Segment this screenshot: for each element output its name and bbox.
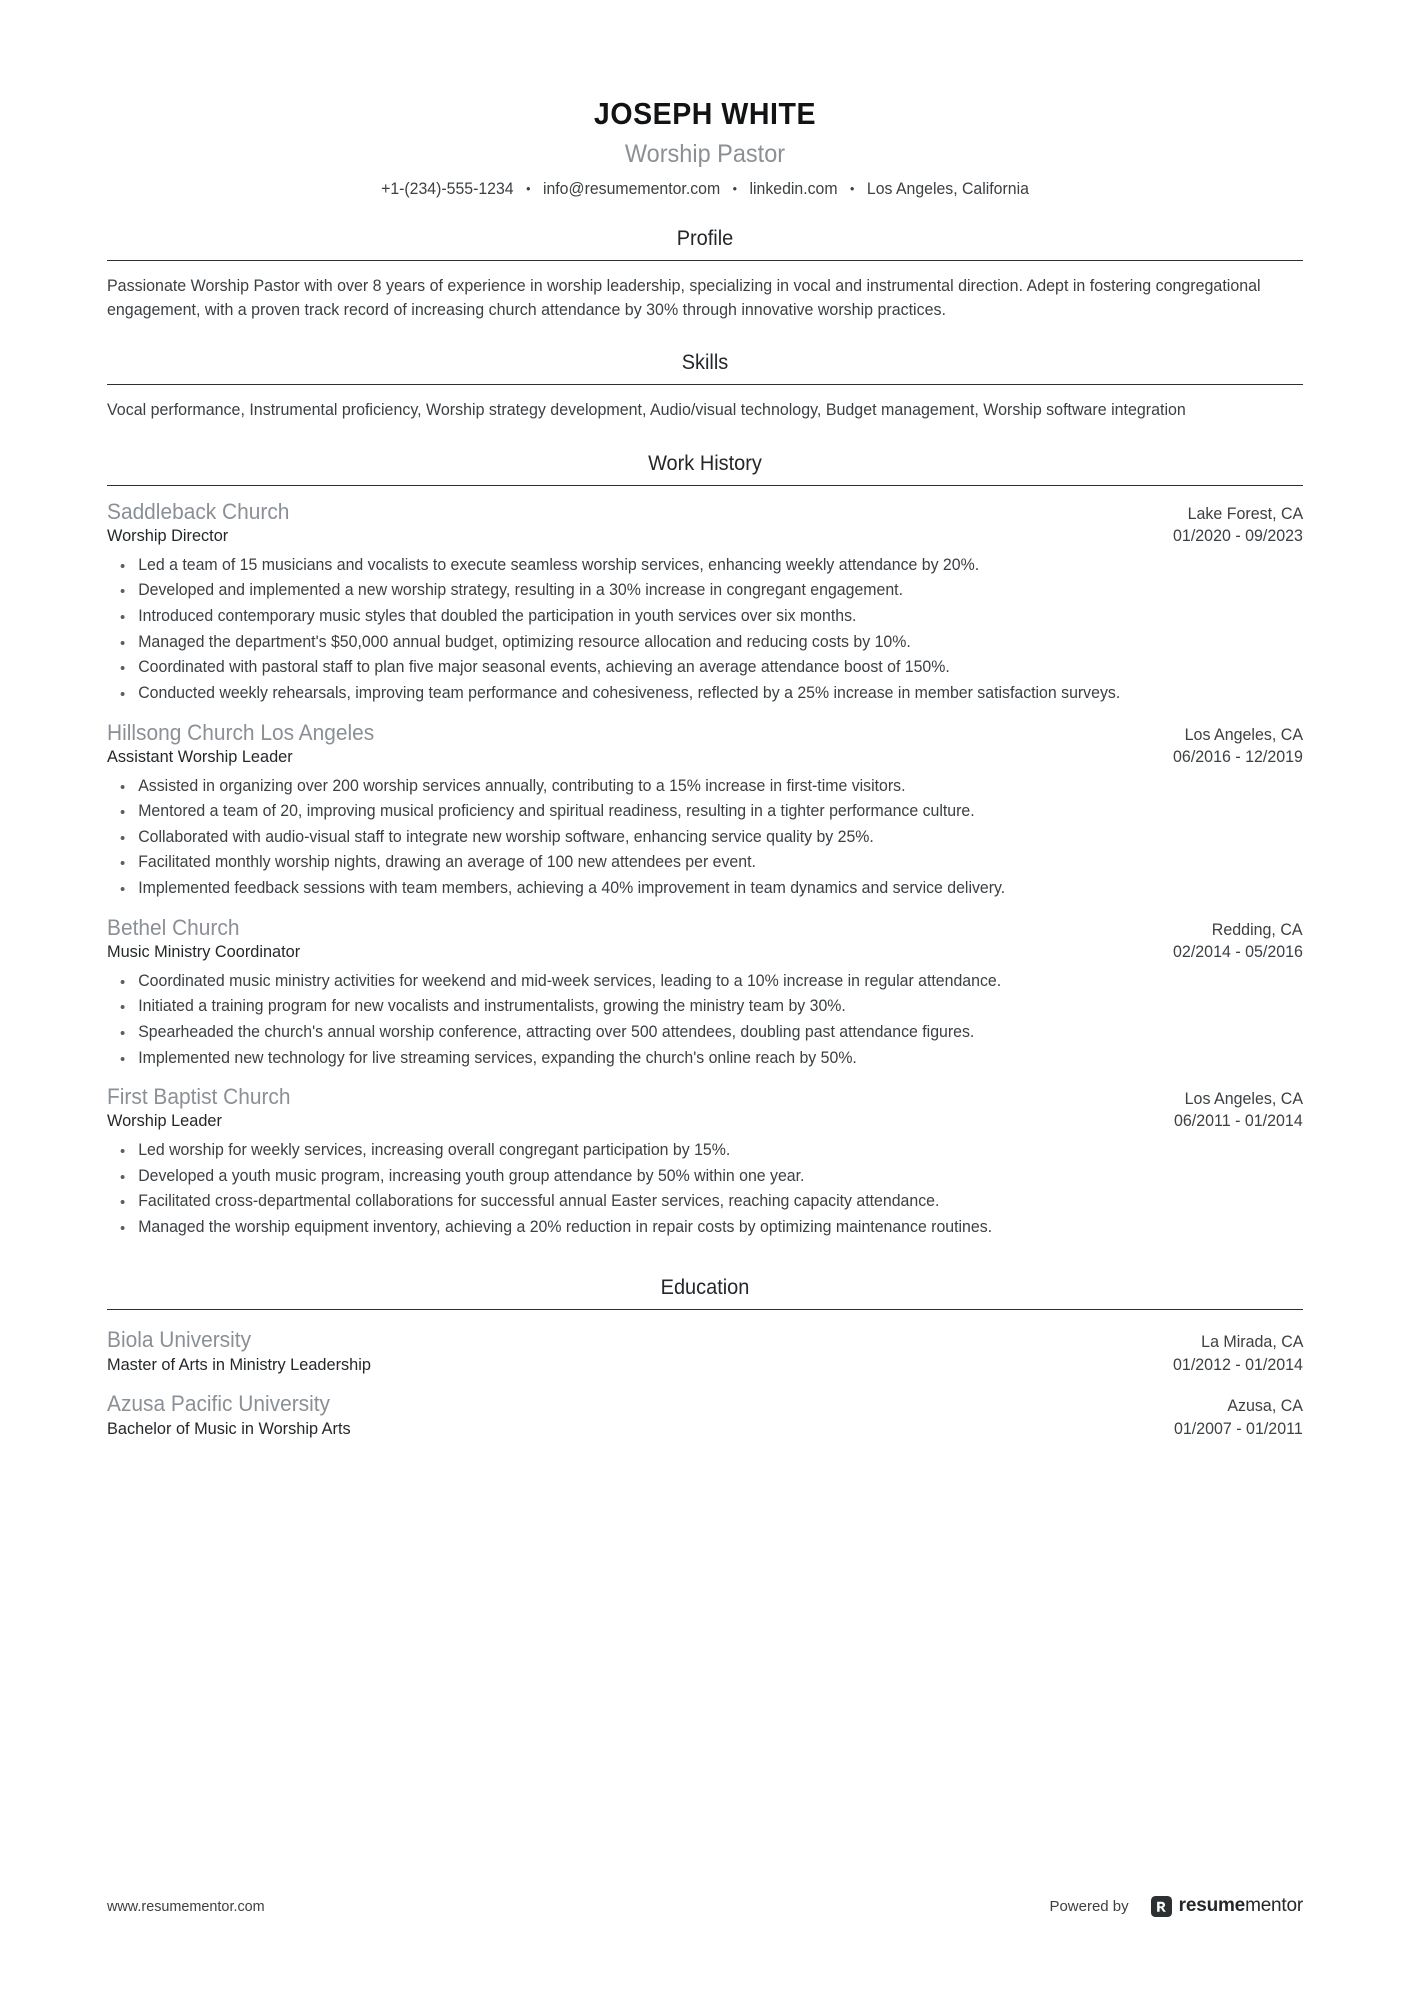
work-entry-bullet: Managed the department's $50,000 annual budget, optimizing resource allocation and reducing costs by 10%. <box>107 631 1273 655</box>
education-entry-degree: Bachelor of Music in Worship Arts <box>107 1418 351 1438</box>
work-entry-subheader-row <box>107 526 1303 546</box>
work-entry-subheader-row <box>107 747 1303 767</box>
resumementor-mark-icon <box>1151 1896 1172 1917</box>
section-education <box>107 1276 1303 1439</box>
education-entry <box>107 1391 1303 1439</box>
work-entry-bullet: Led a team of 15 musicians and vocalists to execute seamless worship services, enhancing weekly attendance by 20%. <box>107 554 1273 578</box>
work-entry-subheader-row <box>107 1111 1303 1131</box>
section-profile <box>107 227 1303 323</box>
work-entry-role: Music Ministry Coordinator <box>107 941 301 961</box>
work-entry-role: Worship Director <box>107 525 229 545</box>
work-entry-list <box>107 486 1303 1240</box>
education-entry-subheader-row <box>107 1354 1303 1375</box>
work-entry-bullet: Developed a youth music program, increasing youth group attendance by 50% within one year. <box>107 1165 1273 1189</box>
education-entry-dates: 01/2012 - 01/2014 <box>1173 1355 1303 1374</box>
education-entry-list <box>107 1310 1303 1439</box>
candidate-job-title: Worship Pastor <box>624 140 786 168</box>
work-entry-bullet: Developed and implemented a new worship strategy, resulting in a 30% increase in congregant engagement. <box>107 579 1273 603</box>
brand-bold-text: resume <box>1178 1895 1246 1916</box>
section-work-history <box>107 452 1303 1240</box>
work-entry-bullet: Mentored a team of 20, improving musical proficiency and spiritual readiness, resulting in a tighter performance culture. <box>107 800 1273 824</box>
resume-header <box>107 0 1303 199</box>
work-entry-bullet: Implemented new technology for live streaming services, expanding the church's online reach by 50%. <box>107 1047 1273 1071</box>
education-entry-location: La Mirada, CA <box>1200 1332 1303 1351</box>
work-entry-organization: First Baptist Church <box>107 1084 291 1110</box>
section-heading-work-history: Work History <box>648 451 762 475</box>
brand-light-text: mentor <box>1245 1895 1303 1916</box>
education-entry-header-row <box>107 1391 1303 1417</box>
work-entry-dates: 06/2016 - 12/2019 <box>1173 747 1303 766</box>
work-entry-header-row <box>107 720 1303 746</box>
section-heading-skills: Skills <box>681 350 729 374</box>
work-entry-bullet: Assisted in organizing over 200 worship services annually, contributing to a 15% increase in first-time visitors. <box>107 775 1273 799</box>
contact-linkedin: linkedin.com <box>749 180 838 198</box>
work-entry-location: Redding, CA <box>1212 920 1303 939</box>
work-entry-bullet: Spearheaded the church's annual worship conference, attracting over 500 attendees, doubling past attendance figures. <box>107 1021 1273 1045</box>
candidate-name: JOSEPH WHITE <box>593 96 817 131</box>
work-entry-bullet: Conducted weekly rehearsals, improving team performance and cohesiveness, reflected by a 25% increase in member satisfaction surveys. <box>107 682 1273 706</box>
work-entry-header-row <box>107 499 1303 525</box>
contact-separator-icon: • <box>732 181 738 196</box>
work-entry-bullet: Collaborated with audio-visual staff to integrate new worship software, enhancing service quality by 25%. <box>107 826 1273 850</box>
work-entry-location: Los Angeles, CA <box>1184 725 1303 744</box>
education-entry-degree: Master of Arts in Ministry Leadership <box>107 1354 371 1374</box>
work-entry-dates: 02/2014 - 05/2016 <box>1173 942 1303 961</box>
work-entry <box>107 1084 1303 1240</box>
work-entry-bullet-list <box>107 775 1303 901</box>
powered-by-label: Powered by <box>1049 1897 1129 1915</box>
contact-separator-icon: • <box>526 181 531 196</box>
work-entry-bullet: Coordinated music ministry activities for weekend and mid-week services, leading to a 10% increase in regular attendance. <box>107 970 1273 994</box>
work-entry-dates: 01/2020 - 09/2023 <box>1173 526 1303 545</box>
resumementor-wordmark <box>1179 1895 1303 1917</box>
work-entry-bullet: Coordinated with pastoral staff to plan five major seasonal events, achieving an average attendance boost of 150%. <box>107 656 1273 680</box>
resumementor-logo <box>1151 1895 1303 1917</box>
work-entry-header-row <box>107 1084 1303 1110</box>
work-entry-role: Assistant Worship Leader <box>107 746 293 766</box>
work-entry-bullet: Facilitated cross-departmental collaborations for successful annual Easter services, reaching capacity attendance. <box>107 1190 1273 1214</box>
work-entry-location: Lake Forest, CA <box>1187 504 1303 523</box>
work-entry-header-row <box>107 915 1303 941</box>
education-entry-dates: 01/2007 - 01/2011 <box>1174 1419 1303 1438</box>
contact-separator-icon: • <box>850 181 855 196</box>
work-entry-organization: Bethel Church <box>107 914 240 940</box>
education-entry-header-row <box>107 1327 1303 1353</box>
footer-website-url[interactable]: www.resumementor.com <box>107 1897 265 1915</box>
page-footer <box>107 1895 1303 1917</box>
work-entry <box>107 499 1303 706</box>
work-entry-bullet: Implemented feedback sessions with team members, achieving a 40% improvement in team dynamics and service delivery. <box>107 877 1273 901</box>
section-heading-profile: Profile <box>676 227 734 250</box>
profile-text: Passionate Worship Pastor with over 8 years of experience in worship leadership, specializing in vocal and instrumental direction. Adept in fostering congregational engagement, with a proven track record of increasing church attendance by 30% through innovative worship practices. <box>107 277 1261 320</box>
work-entry <box>107 915 1303 1071</box>
work-entry-role: Worship Leader <box>107 1111 222 1131</box>
work-entry-bullet-list <box>107 1139 1303 1240</box>
contact-email: info@resumementor.com <box>542 180 721 198</box>
work-entry-organization: Hillsong Church Los Angeles <box>107 719 375 745</box>
work-entry-bullet-list <box>107 554 1303 706</box>
section-skills <box>107 351 1303 422</box>
work-entry-bullet: Facilitated monthly worship nights, drawing an average of 100 new attendees per event. <box>107 851 1273 875</box>
work-entry-bullet: Initiated a training program for new vocalists and instrumentalists, growing the ministry team by 30%. <box>107 995 1273 1019</box>
skills-text: Vocal performance, Instrumental proficiency, Worship strategy development, Audio/visual technology, Budget management, Worship software integration <box>107 400 1186 419</box>
education-entry <box>107 1327 1303 1375</box>
contact-location: Los Angeles, California <box>866 180 1029 198</box>
contact-line <box>131 180 1279 199</box>
work-entry-bullet-list <box>107 970 1303 1071</box>
profile-body <box>107 261 1303 323</box>
work-entry-subheader-row <box>107 942 1303 962</box>
footer-brand-area <box>1049 1895 1303 1917</box>
skills-body <box>107 385 1303 422</box>
work-entry-bullet: Managed the worship equipment inventory, achieving a 20% reduction in repair costs by optimizing maintenance routines. <box>107 1216 1273 1240</box>
work-entry-organization: Saddleback Church <box>107 498 290 524</box>
work-entry-bullet: Led worship for weekly services, increasing overall congregant participation by 15%. <box>107 1139 1273 1163</box>
work-entry-dates: 06/2011 - 01/2014 <box>1174 1112 1303 1131</box>
work-entry-bullet: Introduced contemporary music styles that doubled the participation in youth services over six months. <box>107 605 1273 629</box>
education-entry-institution: Azusa Pacific University <box>107 1390 331 1416</box>
contact-phone: +1-(234)-555-1234 <box>381 180 514 198</box>
education-entry-location: Azusa, CA <box>1227 1396 1303 1415</box>
education-entry-institution: Biola University <box>107 1326 252 1352</box>
work-entry-location: Los Angeles, CA <box>1184 1090 1303 1109</box>
education-entry-subheader-row <box>107 1418 1303 1439</box>
section-heading-education: Education <box>660 1275 750 1299</box>
work-entry <box>107 720 1303 901</box>
